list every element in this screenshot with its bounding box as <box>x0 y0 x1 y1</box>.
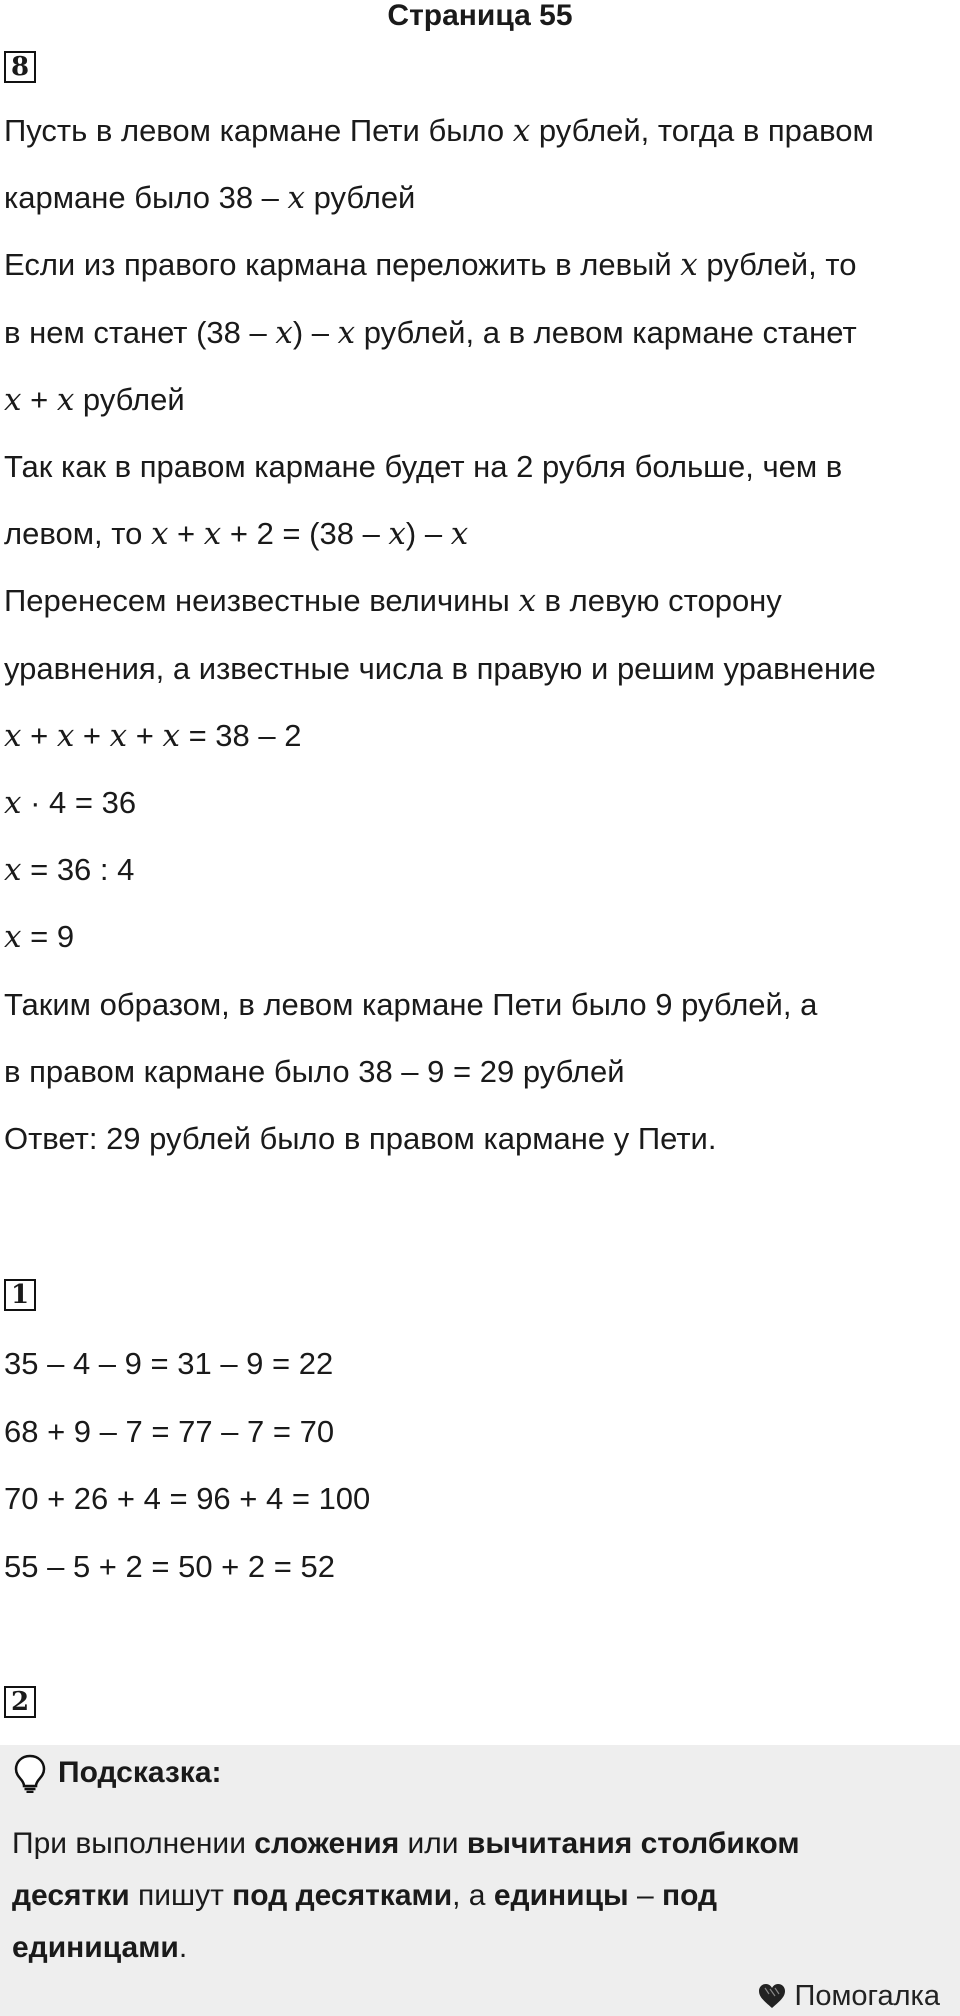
hint-title: Подсказка: <box>58 1756 222 1789</box>
text-segment: рублей <box>305 180 416 216</box>
solution-line <box>4 178 415 218</box>
variable-x: x <box>162 717 180 754</box>
task-number-2: 2 <box>4 1686 36 1718</box>
text-segment: Пусть в левом кармане Пети было <box>4 113 513 148</box>
task-number-8: 8 <box>4 51 36 83</box>
solution-line <box>4 985 817 1025</box>
page-title: Страница 55 <box>387 0 573 32</box>
hint-text-segment: При выполнении <box>12 1827 255 1860</box>
variable-x: x <box>337 314 356 351</box>
expression-line: 68 + 9 – 7 = 77 – 7 = 70 <box>4 1413 335 1449</box>
variable-x: x <box>287 180 306 217</box>
text-segment: кармане было 38 – <box>4 180 288 216</box>
text-segment: + <box>168 516 204 552</box>
text-segment: ) – <box>405 516 451 552</box>
expression-line: 35 – 4 – 9 = 31 – 9 = 22 <box>4 1346 334 1381</box>
hint-bold-term: под <box>662 1879 718 1912</box>
hint-line <box>12 1824 800 1864</box>
solution-line <box>4 581 782 621</box>
hint-text-segment: . <box>178 1931 188 1964</box>
variable-x: x <box>4 717 22 754</box>
text-segment: + <box>21 381 57 417</box>
text-segment: Ответ: 29 рублей было в правом кармане у Пети. <box>4 1121 717 1156</box>
text-segment: Таким образом, в левом кармане Пети было 9 рублей, а <box>4 986 818 1022</box>
text-segment: Перенесем неизвестные величины <box>4 583 519 619</box>
variable-x: x <box>450 516 469 553</box>
text-segment: в правом кармане было 38 – 9 = 29 рублей <box>4 1053 625 1089</box>
solution-line <box>4 380 185 420</box>
text-segment: + <box>74 717 110 753</box>
solution-line <box>4 313 857 353</box>
brand-watermark <box>757 1976 940 2016</box>
hint-bold-term: единицы <box>493 1879 629 1912</box>
solution-line <box>4 649 876 689</box>
variable-x: x <box>56 381 75 418</box>
hint-line <box>12 1876 717 1916</box>
hint-bold-term: сложения <box>254 1827 400 1860</box>
variable-x: x <box>518 583 536 620</box>
text-segment: = 38 – 2 <box>179 717 302 753</box>
variable-x: x <box>275 314 293 351</box>
hint-text-segment: пишут <box>129 1879 233 1912</box>
hint-line <box>12 1928 187 1968</box>
hint-bold-term: единицами <box>12 1931 179 1964</box>
text-segment: ) – <box>292 314 338 350</box>
solution-line <box>4 245 856 285</box>
variable-x: x <box>203 516 222 553</box>
variable-x: x <box>4 919 22 956</box>
variable-x: x <box>4 381 22 418</box>
text-segment: уравнения, а известные числа в правую и решим уравнение <box>4 650 876 686</box>
variable-x: x <box>512 113 531 149</box>
expression-line: 55 – 5 + 2 = 50 + 2 = 52 <box>4 1548 335 1584</box>
hint-box <box>0 1745 960 2016</box>
hint-text-segment: – <box>628 1879 662 1912</box>
variable-x: x <box>4 785 22 821</box>
text-segment: + <box>127 717 163 753</box>
text-segment: + <box>21 717 57 753</box>
text-segment: Если из правого кармана переложить в левый <box>4 247 681 283</box>
solution-line <box>4 1119 716 1159</box>
task-number-1: 1 <box>4 1279 36 1311</box>
text-segment: · 4 = 36 <box>21 785 137 820</box>
solution-line <box>4 1052 625 1092</box>
solution-line <box>4 850 134 890</box>
hint-bold-term: десятки <box>12 1879 130 1912</box>
text-segment: левом, то <box>4 516 151 552</box>
solution-line <box>4 917 74 957</box>
hint-bold-term: вычитания столбиком <box>466 1827 800 1860</box>
solution-line <box>4 783 136 823</box>
text-segment: рублей, тогда в правом <box>530 113 874 148</box>
expression-line: 70 + 26 + 4 = 96 + 4 = 100 <box>4 1481 371 1516</box>
variable-x: x <box>109 717 128 754</box>
text-segment: в левую сторону <box>535 583 782 619</box>
text-segment: рублей, то <box>697 247 857 283</box>
solution-line <box>4 111 874 151</box>
variable-x: x <box>4 852 22 889</box>
heart-icon <box>757 1982 787 2010</box>
hint-text-segment: , а <box>452 1879 494 1912</box>
text-segment: Так как в правом кармане будет на 2 рубля больше, чем в <box>4 449 843 484</box>
solution-line <box>4 514 468 554</box>
variable-x: x <box>388 516 406 553</box>
solution-line <box>4 447 842 487</box>
text-segment: = 9 <box>21 919 75 955</box>
text-segment: рублей <box>74 381 185 417</box>
solution-line <box>4 716 302 756</box>
hint-text-segment: или <box>399 1827 467 1860</box>
lightbulb-icon <box>12 1753 48 1793</box>
variable-x: x <box>56 717 75 754</box>
text-segment: + 2 = (38 – <box>221 516 389 552</box>
text-segment: = 36 : 4 <box>21 852 135 888</box>
brand-label: Помогалка <box>794 1980 940 2012</box>
text-segment: рублей, а в левом кармане станет <box>355 314 857 350</box>
variable-x: x <box>680 247 698 284</box>
variable-x: x <box>150 516 169 553</box>
text-segment: в нем станет (38 – <box>4 314 276 350</box>
hint-bold-term: под десятками <box>232 1879 453 1912</box>
hint-header <box>12 1753 222 1793</box>
